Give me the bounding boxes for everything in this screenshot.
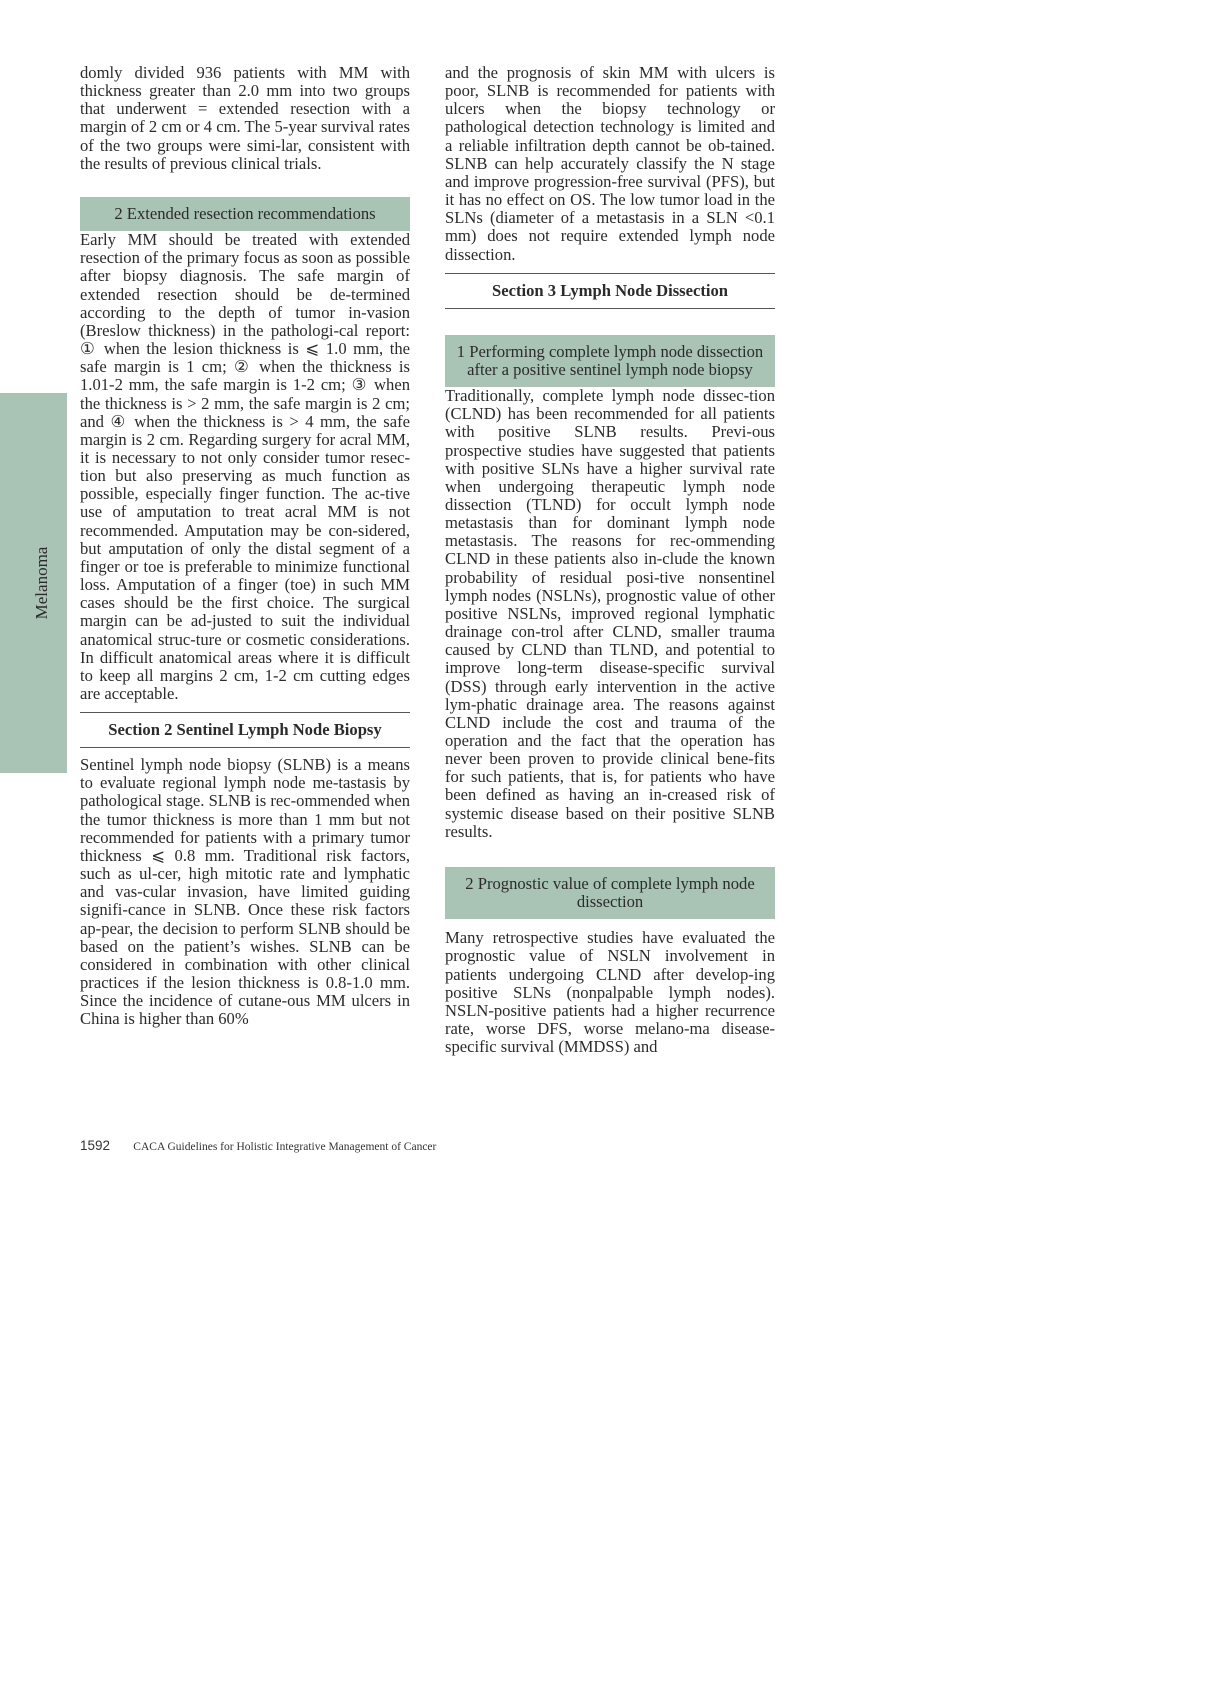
subsection-heading-extended-resection: 2 Extended resection recommendations <box>80 197 410 231</box>
subsection-heading-complete-dissection: 1 Performing complete lymph node dissection after a positive sentinel lymph node biopsy <box>445 335 775 387</box>
complete-dissection-paragraph: Traditionally, complete lymph node dissec-tion (CLND) has been recommended for all patients with positive SLNB results. Previ-ous prospective studies have suggested that patients with positive SLNs have a higher survival rate when undergoing therapeutic lymph node dissection (TLND) for occult lymph node metastasis than for dominant lymph node metastasis. The reasons for rec-ommending CLND in these patients also in-clude the known probability of residual posi-tive nonsentinel lymph nodes (NSLNs), prognostic value of other positive NSLNs, improved regional lymphatic drainage con-trol after CLND, smaller trauma caused by CLND than TLND, and potential to improve long-term disease-specific survival (DSS) through early intervention in the active lym-phatic drainage area. The reasons against CLND include the cost and trauma of the operation and the fact that the operation has never been proven to provide clinical bene-fits for such patients, that is, for patients who have been defined as having an in-creased risk of systemic disease based on their positive SLNB results. <box>445 386 775 841</box>
section-heading-sentinel-biopsy: Section 2 Sentinel Lymph Node Biopsy <box>80 712 410 748</box>
subsection-heading-prognostic-value: 2 Prognostic value of complete lymph node dissection <box>445 867 775 919</box>
intro-paragraph: domly divided 936 patients with MM with thickness greater than 2.0 mm into two groups that underwent = extended resection with a margin of 2 cm or 4 cm. The 5-year survival rates of the two groups were simi-lar, consistent with the results of previous clinical trials. <box>80 63 410 173</box>
left-column <box>80 64 410 1029</box>
continuation-paragraph: and the prognosis of skin MM with ulcers is poor, SLNB is recommended for patients with ulcers when the biopsy technology or pathological detection technology is limited and a reliable infiltration depth cannot be ob-tained. SLNB can help accurately classify the N stage and improve progression-free survival (PFS), but it has no effect on OS. The low tumor load in the SLNs (diameter of a metastasis in a SLN <0.1 mm) does not require extended lymph node dissection. <box>445 63 775 264</box>
extended-resection-paragraph: Early MM should be treated with extended resection of the primary focus as soon as possible after biopsy diagnosis. The safe margin of extended resection should be de-termined according to the depth of tumor in-vasion (Breslow thickness) in the pathologi-cal report: ① when the lesion thickness is ⩽ 1.0 mm, the safe margin is 1 cm; ② when the thickness is 1.01-2 mm, the safe margin is 1-2 cm; ③ when the thickness is > 2 mm, the safe margin is 2 cm; and ④ when the thickness is > 4 mm, the safe margin is 2 cm. Regarding surgery for acral MM, it is necessary to not only consider tumor resec-tion but also preserving as much function as possible, especially finger function. The ac-tive use of amputation to treat acral MM is not recommended. Amputation may be con-sidered, but amputation of only the distal segment of a finger or toe is preferable to minimize functional loss. Amputation of a finger (toe) in such MM cases should be the first choice. The surgical margin can be ad-justed to suit the individual anatomical struc-ture or cosmetic considerations. In difficult anatomical areas where it is difficult to keep all margins 2 cm, 1-2 cm cutting edges are acceptable. <box>80 230 410 703</box>
journal-title: CACA Guidelines for Holistic Integrative Management of Cancer <box>133 1141 437 1153</box>
section-heading-lymph-node-dissection: Section 3 Lymph Node Dissection <box>445 273 775 309</box>
sentinel-biopsy-paragraph: Sentinel lymph node biopsy (SLNB) is a means to evaluate regional lymph node me-tastasis by pathological stage. SLNB is rec-ommended when the tumor thickness is more than 1 mm but not recommended for patients with a primary tumor thickness ⩽ 0.8 mm. Traditional risk factors, such as ul-cer, high mitotic rate and lymphatic and vas-cular invasion, have limited guiding signifi-cance in SLNB. Once these risk factors ap-pear, the decision to perform SLNB should be based on the patient’s wishes. SLNB can be considered in combination with other clinical practices if the lesion thickness is 0.8-1.0 mm. Since the incidence of cutane-ous MM ulcers in China is higher than 60% <box>80 755 410 1029</box>
side-tab-label: Melanoma <box>32 546 51 620</box>
prognostic-value-paragraph: Many retrospective studies have evaluated the prognostic value of NSLN involvement in patients undergoing CLND after develop-ing positive SLNs (nonpalpable lymph nodes). NSLN-positive patients had a higher recurrence rate, worse DFS, worse melano-ma disease-specific survival (MMDSS) and <box>445 928 775 1057</box>
page-number: 1592 <box>80 1138 111 1153</box>
right-column <box>445 64 775 1056</box>
page-footer <box>80 1138 436 1154</box>
